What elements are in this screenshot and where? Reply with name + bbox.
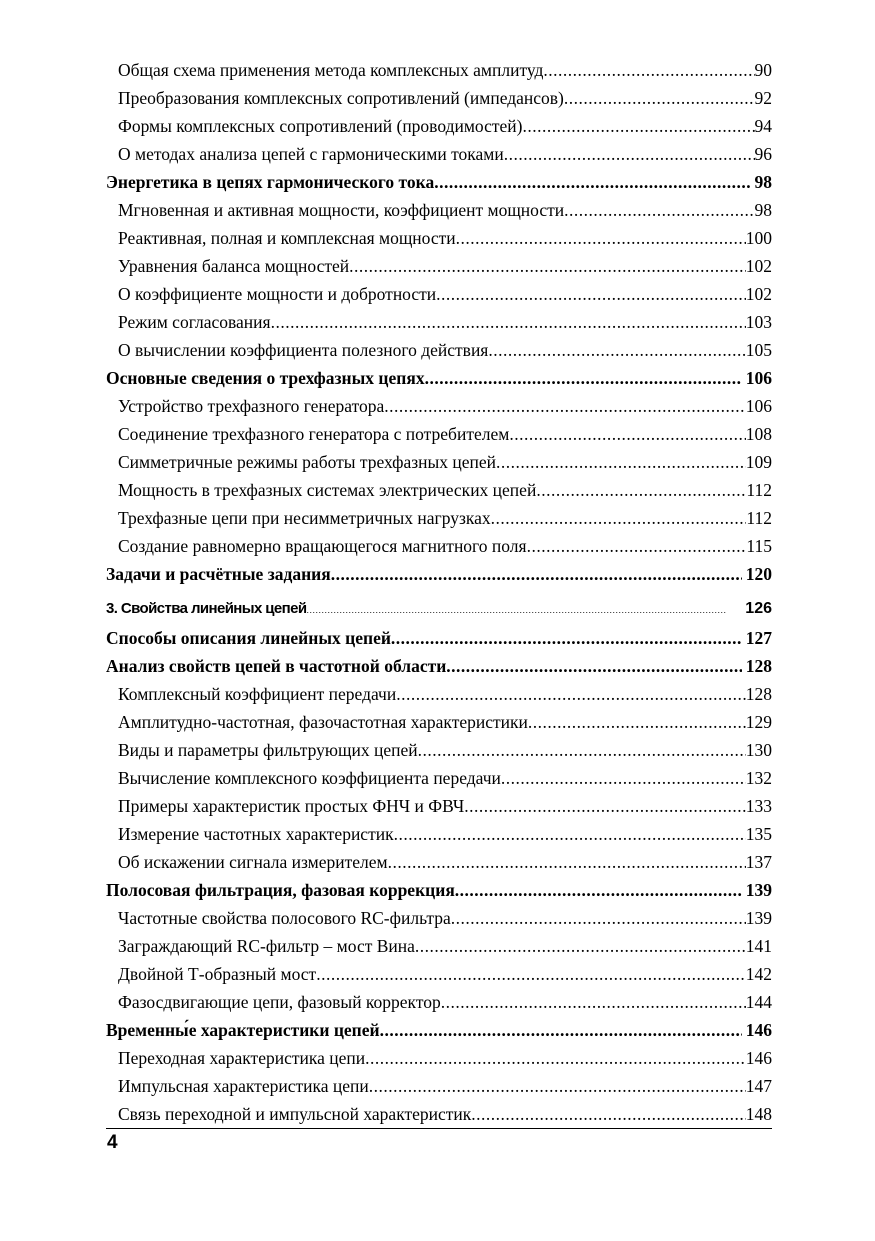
toc-leader-dots [536,476,746,504]
toc-entry[interactable] [106,764,772,792]
toc-entry-title: Переходная характеристика цепи [118,1048,366,1068]
toc-leader-dots [441,988,746,1016]
toc-entry-title: Заграждающий RC-фильтр – мост Вина [118,936,415,956]
toc-leader-dots [451,904,746,932]
toc-entry[interactable] [106,792,772,820]
toc-section-entry[interactable] [106,876,772,904]
toc-section-entry[interactable] [106,1016,772,1044]
toc-leader-dots [380,1016,742,1044]
toc-leader-dots [306,589,727,624]
toc-entry-page: 115 [746,536,772,556]
toc-entry[interactable] [106,56,772,84]
toc-entry-title: Основные сведения о трехфазных цепях [106,368,425,388]
toc-entry-title: Способы описания линейных цепей [106,628,391,648]
toc-entry-page: 102 [745,284,772,304]
toc-leader-dots [396,680,746,708]
toc-entry[interactable] [106,140,772,168]
toc-entry[interactable] [106,960,772,988]
toc-entry[interactable] [106,736,772,764]
toc-entry-title: Устройство трехфазного генератора [118,396,385,416]
toc-leader-dots [436,280,746,308]
toc-entry[interactable] [106,392,772,420]
toc-entry-page: 106 [745,368,772,388]
toc-entry[interactable] [106,708,772,736]
toc-entry-title: 3. Свойства линейных цепей [106,600,307,617]
toc-leader-dots [369,1072,746,1100]
toc-leader-dots [331,560,742,588]
toc-leader-dots [564,196,754,224]
toc-leader-dots [316,960,746,988]
toc-entry-title: Соединение трехфазного генератора с потребителем [118,424,510,444]
toc-entry-page: 109 [745,452,772,472]
toc-entry[interactable] [106,112,772,140]
toc-entry-page: 102 [745,256,772,276]
toc-entry[interactable] [106,820,772,848]
toc-leader-dots [391,624,742,652]
toc-entry-page: 144 [745,992,772,1012]
toc-entry-title: Двойной Т-образный мост [118,964,317,984]
table-of-contents [106,56,772,1128]
toc-entry-page: 137 [745,852,772,872]
toc-entry-title: Импульсная характеристика цепи [118,1076,369,1096]
toc-entry[interactable] [106,1044,772,1072]
toc-entry-title: Виды и параметры фильтрующих цепей [118,740,418,760]
toc-entry-title: Трехфазные цепи при несимметричных нагрузках [118,508,491,528]
toc-entry[interactable] [106,848,772,876]
toc-leader-dots [496,448,746,476]
toc-entry-page: 100 [745,228,772,248]
toc-entry[interactable] [106,308,772,336]
toc-entry[interactable] [106,336,772,364]
toc-leader-dots [522,112,754,140]
toc-entry-page: 133 [745,796,772,816]
toc-entry-title: О вычислении коэффициента полезного действия [118,340,489,360]
toc-entry-page: 90 [754,60,772,80]
toc-entry-title: Создание равномерно вращающегося магнитного поля [118,536,527,556]
toc-leader-dots [456,224,746,252]
toc-entry-page: 146 [745,1020,772,1040]
toc-entry-page: 139 [745,908,772,928]
toc-entry-title: Общая схема применения метода комплексных амплитуд [118,60,544,80]
toc-entry-title: Уравнения баланса мощностей [118,256,350,276]
toc-entry-page: 105 [745,340,772,360]
toc-leader-dots [543,56,754,84]
toc-entry-page: 142 [745,964,772,984]
toc-entry-page: 147 [745,1076,772,1096]
toc-entry-title: Реактивная, полная и комплексная мощности [118,228,456,248]
toc-entry-title: Преобразования комплексных сопротивлений (импедансов) [118,88,564,108]
toc-entry[interactable] [106,252,772,280]
toc-entry-title: Связь переходной и импульсной характеристик [118,1104,472,1124]
toc-leader-dots [425,364,742,392]
toc-entry-page: 120 [745,564,772,584]
toc-entry[interactable] [106,988,772,1016]
toc-entry-title: Частотные свойства полосового RC-фильтра [118,908,451,928]
toc-entry-page: 139 [745,880,772,900]
toc-entry-title: Энергетика в цепях гармонического тока [106,172,435,192]
toc-entry[interactable] [106,932,772,960]
toc-entry[interactable] [106,680,772,708]
toc-entry[interactable] [106,196,772,224]
toc-leader-dots [471,1100,745,1128]
toc-entry-title: Анализ свойств цепей в частотной области [106,656,447,676]
toc-entry-page: 103 [745,312,772,332]
toc-section-entry[interactable] [106,624,772,652]
toc-leader-dots [528,708,746,736]
toc-leader-dots [365,1044,746,1072]
toc-leader-dots [388,848,746,876]
toc-leader-dots [564,84,755,112]
toc-leader-dots [488,336,745,364]
toc-entry-page: 98 [754,172,772,192]
toc-entry[interactable] [106,504,772,532]
toc-leader-dots [455,876,742,904]
toc-leader-dots [434,168,750,196]
toc-entry-title: Мощность в трехфазных системах электрических цепей [118,480,537,500]
toc-entry-title: Мгновенная и активная мощности, коэффициент мощности [118,200,565,220]
toc-section-entry[interactable] [106,652,772,680]
toc-entry-page: 92 [754,88,772,108]
toc-section-entry[interactable] [106,560,772,588]
toc-entry-title: Задачи и расчётные задания [106,564,331,584]
footer-rule [106,1128,772,1129]
toc-leader-dots [418,736,746,764]
toc-leader-dots [501,764,746,792]
toc-entry-page: 130 [745,740,772,760]
toc-entry[interactable] [106,84,772,112]
toc-entry-page: 106 [745,396,772,416]
toc-entry-page: 129 [745,712,772,732]
toc-leader-dots [384,392,745,420]
toc-entry[interactable] [106,280,772,308]
toc-entry-title: Амплитудно-частотная, фазочастотная характеристики [118,712,528,732]
toc-entry-page: 148 [745,1104,772,1124]
toc-entry[interactable] [106,1100,772,1128]
toc-leader-dots [415,932,746,960]
toc-leader-dots [504,140,755,168]
toc-leader-dots [527,532,747,560]
toc-entry-page: 135 [745,824,772,844]
toc-entry[interactable] [106,476,772,504]
toc-entry-title: Формы комплексных сопротивлений (проводимостей) [118,116,523,136]
toc-section-entry[interactable] [106,364,772,392]
toc-entry-title: Фазосдвигающие цепи, фазовый корректор [118,992,441,1012]
toc-entry-page: 127 [745,628,772,648]
toc-entry-title: Временны́е характеристики цепей [106,1020,380,1040]
toc-leader-dots [446,652,741,680]
toc-entry-title: Полосовая фильтрация, фазовая коррекция [106,880,455,900]
toc-entry-title: Режим согласования [118,312,271,332]
toc-leader-dots [394,820,746,848]
toc-entry-page: 112 [746,480,772,500]
toc-entry-title: О методах анализа цепей с гармоническими токами [118,144,504,164]
toc-entry-page: 96 [754,144,772,164]
toc-entry[interactable] [106,532,772,560]
toc-leader-dots [509,420,745,448]
toc-entry-page: 141 [745,936,772,956]
toc-entry-page: 128 [745,684,772,704]
toc-entry-title: Симметричные режимы работы трехфазных цепей [118,452,497,472]
toc-entry-page: 126 [745,600,772,617]
toc-entry-page: 108 [745,424,772,444]
toc-entry[interactable] [106,1072,772,1100]
toc-entry[interactable] [106,448,772,476]
toc-entry-title: Комплексный коэффициент передачи [118,684,397,704]
toc-entry[interactable] [106,904,772,932]
toc-entry-page: 132 [745,768,772,788]
toc-chapter-entry[interactable] [106,588,772,624]
toc-leader-dots [464,792,745,820]
toc-entry[interactable] [106,224,772,252]
toc-entry-page: 128 [745,656,772,676]
toc-entry-page: 98 [754,200,772,220]
toc-entry-title: Примеры характеристик простых ФНЧ и ФВЧ [118,796,465,816]
toc-entry-title: О коэффициенте мощности и добротности [118,284,437,304]
toc-leader-dots [349,252,746,280]
toc-entry-page: 112 [746,508,772,528]
toc-entry-title: Об искажении сигнала измерителем [118,852,388,872]
toc-leader-dots [491,504,747,532]
toc-entry[interactable] [106,420,772,448]
toc-section-entry[interactable] [106,168,772,196]
toc-entry-page: 146 [745,1048,772,1068]
toc-leader-dots [271,308,746,336]
page-number: 4 [107,1132,118,1153]
toc-entry-title: Вычисление комплексного коэффициента передачи [118,768,501,788]
toc-entry-page: 94 [754,116,772,136]
toc-entry-title: Измерение частотных характеристик [118,824,394,844]
